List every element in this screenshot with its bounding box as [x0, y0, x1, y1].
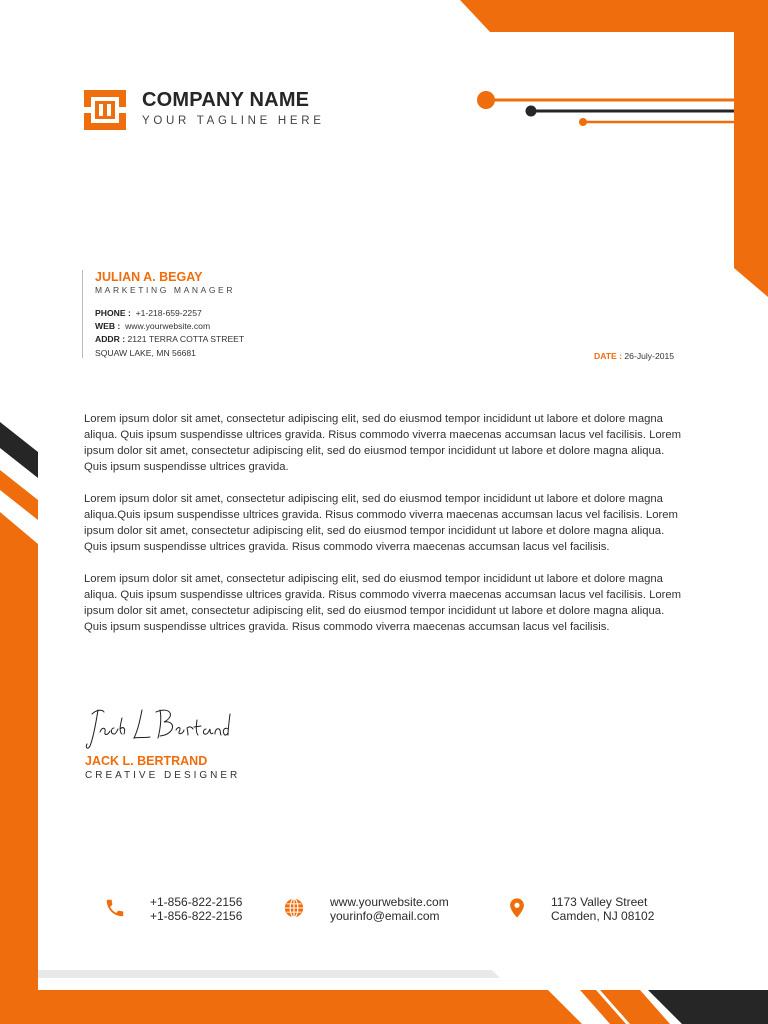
company-name: COMPANY NAME — [142, 89, 310, 111]
footer-phone-1: +1-856-822-2156 — [150, 895, 243, 909]
footer-address-block — [551, 895, 654, 923]
sender-phone-label: PHONE : — [95, 308, 131, 318]
sender-phone: +1-218-659-2257 — [135, 308, 202, 318]
footer-phone-2: +1-856-822-2156 — [150, 909, 243, 923]
sender-role: MARKETING MANAGER — [95, 285, 236, 295]
sender-web: www.yourwebsite.com — [125, 321, 211, 331]
company-logo-icon — [84, 90, 126, 130]
date-label: DATE : — [594, 351, 623, 361]
left-dark-stripe — [0, 422, 38, 478]
footer-phone-block — [150, 895, 242, 923]
company-tagline: YOUR TAGLINE HERE — [142, 115, 325, 127]
handwritten-signature — [84, 700, 234, 756]
body-paragraph: Lorem ipsum dolor sit amet, consectetur adipiscing elit, sed do eiusmod tempor incididunt ut labore et dolore magna aliqua. Quis ipsum suspendisse ultrices gravida. Risus commodo viverra maecenas accumsan lacus vel facilisis. Lorem ipsum dolor sit amet, consectetur adipiscing elit, sed do eiusmod tempor incididunt ut labore et dolore magna aliqua. Quis ipsum suspendisse ultrices gravida. — [84, 413, 682, 473]
date-value: 26-July-2015 — [624, 351, 675, 361]
sender-address-line2: SQUAW LAKE, MN 56681 — [95, 348, 196, 358]
location-pin-icon — [506, 897, 528, 919]
signer-role: CREATIVE DESIGNER — [85, 770, 241, 781]
bottom-dark-stripe — [648, 990, 768, 1024]
top-right-orange-band — [460, 0, 768, 297]
footer-web-block — [330, 895, 449, 923]
sender-web-label: WEB : — [95, 321, 121, 331]
footer-email[interactable]: yourinfo@email.com — [330, 909, 440, 923]
bottom-gray-strip — [32, 970, 500, 978]
body-paragraph: Lorem ipsum dolor sit amet, consectetur adipiscing elit, sed do eiusmod tempor incididunt ut labore et dolore magna aliqua.Quis ipsum suspendisse ultrices gravida. Risus commodo viverra maecenas accumsan lacus vel facilisis. Lorem ipsum dolor sit amet, consectetur adipiscing elit, sed do eiusmod tempor incididunt ut labore et dolore magna aliqua. Quis ipsum suspendisse ultrices gravida. Risus commodo viverra maecenas accumsan lacus vel facilisis. — [84, 493, 678, 553]
letter-date — [594, 351, 674, 361]
header-dot-dark — [526, 106, 537, 117]
globe-icon — [283, 897, 305, 919]
left-orange-stripe — [0, 470, 38, 520]
signer-name: JACK L. BERTRAND — [85, 754, 208, 768]
sender-phone-line — [95, 308, 202, 318]
sender-divider — [82, 270, 83, 358]
footer-address-2: Camden, NJ 08102 — [551, 909, 655, 923]
left-orange-band — [0, 512, 38, 968]
header-dot-orange-small — [579, 118, 587, 126]
sender-web-line — [95, 321, 210, 331]
sender-addr-label: ADDR : — [95, 334, 126, 344]
sender-address-line — [95, 334, 244, 344]
body-paragraph: Lorem ipsum dolor sit amet, consectetur adipiscing elit, sed do eiusmod tempor incididunt ut labore et dolore magna aliqua. Quis ipsum suspendisse ultrices gravida. Risus commodo viverra maecenas accumsan lacus vel facilisis. Lorem ipsum dolor sit amet, consectetur adipiscing elit, sed do eiusmod tempor incididunt ut labore et dolore magna aliqua. Quis ipsum suspendisse ultrices gravida. Risus commodo viverra maecenas accumsan lacus vel facilisis. — [84, 573, 682, 633]
footer-address-1: 1173 Valley Street — [551, 895, 648, 909]
phone-icon — [104, 897, 126, 919]
footer-website[interactable]: www.yourwebsite.com — [330, 895, 449, 909]
sender-addr-line1: 2121 TERRA COTTA STREET — [127, 334, 245, 344]
letter-body — [84, 411, 690, 651]
header-dot-orange — [477, 91, 495, 109]
sender-name: JULIAN A. BEGAY — [95, 270, 203, 284]
